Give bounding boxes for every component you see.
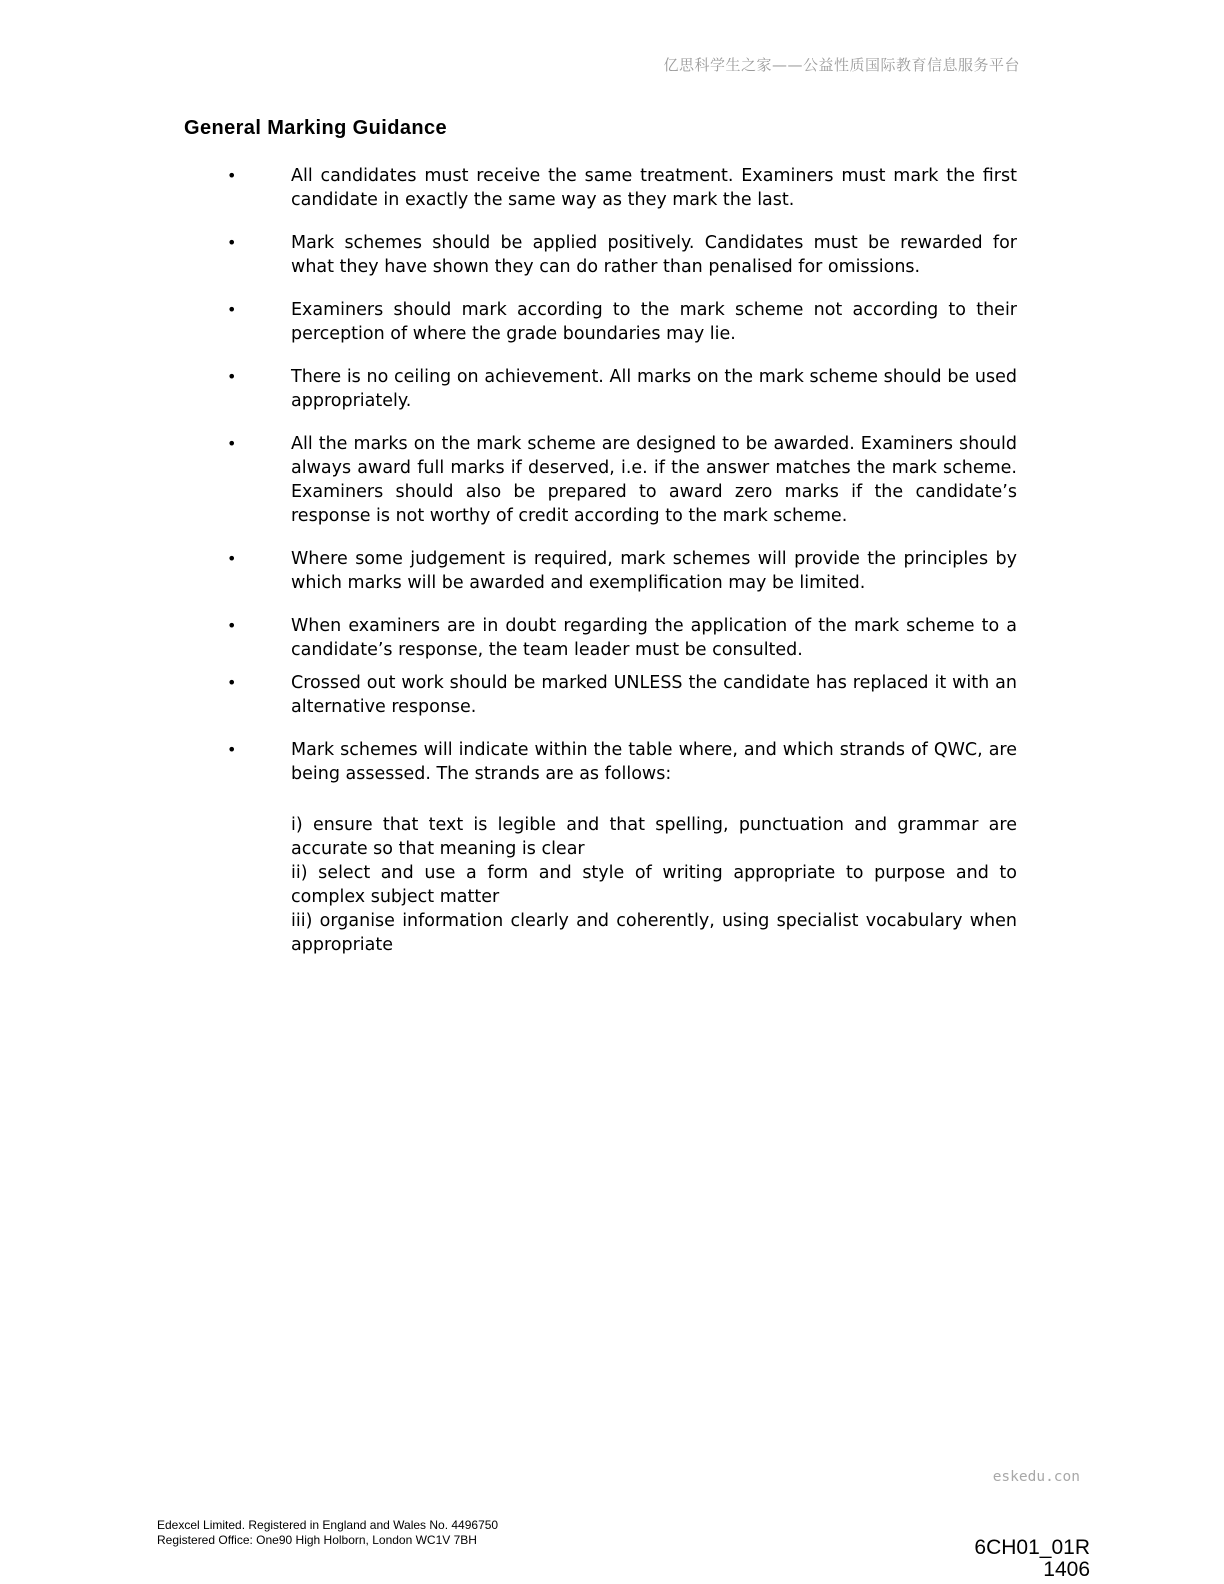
bullet-icon: • [227,434,237,453]
bullet-text: Crossed out work should be marked UNLESS the candidate has replaced it with an alternative response. [291,673,1017,717]
bullet-item [227,671,1017,719]
bullet-item [227,164,1017,212]
qwc-strand: iii) organise information clearly and coherently, using specialist vocabulary when appropriate [291,911,1017,955]
registration-line-1: Edexcel Limited. Registered in England and Wales No. 4496750 [157,1518,499,1532]
session-code: 1406 [1043,1558,1090,1581]
bullet-icon: • [227,300,237,319]
chinese-header-watermark: 亿思科学生之家——公益性质国际教育信息服务平台 [663,56,1020,74]
marking-guidance-body [227,164,1017,957]
bullet-icon: • [227,367,237,386]
bullet-text: Examiners should mark according to the mark scheme not according to their perception of where the grade boundaries may lie. [291,300,1017,344]
bullet-icon: • [227,166,237,185]
bullet-icon: • [227,740,237,759]
bullet-list [227,164,1017,786]
bullet-item [227,738,1017,786]
bullet-item [227,547,1017,595]
site-footer-watermark: eskedu.con [992,1469,1080,1485]
bullet-icon: • [227,233,237,252]
bullet-text: There is no ceiling on achievement. All marks on the mark scheme should be used appropriately. [291,367,1017,411]
qwc-strand: i) ensure that text is legible and that spelling, punctuation and grammar are accurate so that meaning is clear [291,815,1017,859]
bullet-item [227,231,1017,279]
bullet-icon: • [227,673,237,692]
bullet-text: All the marks on the mark scheme are designed to be awarded. Examiners should always award full marks if deserved, i.e. if the answer matches the mark scheme. Examiners should also be prepared to award zero marks if the candidate’s response is not worthy of credit according to the mark scheme. [291,434,1017,526]
bullet-item [227,614,1017,662]
bullet-text: When examiners are in doubt regarding the application of the mark scheme to a candidate’s response, the team leader must be consulted. [291,616,1017,660]
page-title: General Marking Guidance [184,117,448,140]
bullet-item [227,432,1017,528]
bullet-item [227,365,1017,413]
registration-footer [157,1518,498,1547]
bullet-text: Mark schemes should be applied positively. Candidates must be rewarded for what they have shown they can do rather than penalised for omissions. [291,233,1017,277]
paper-code: 6CH01_01R [974,1536,1090,1559]
qwc-strands-block [291,813,1017,957]
paper-code-block [974,1537,1090,1581]
bullet-icon: • [227,549,237,568]
bullet-icon: • [227,616,237,635]
qwc-strand: ii) select and use a form and style of writing appropriate to purpose and to complex subject matter [291,863,1017,907]
registration-line-2: Registered Office: One90 High Holborn, London WC1V 7BH [157,1532,477,1547]
bullet-text: Where some judgement is required, mark schemes will provide the principles by which marks will be awarded and exemplification may be limited. [291,549,1017,593]
bullet-item [227,298,1017,346]
bullet-text: All candidates must receive the same treatment. Examiners must mark the first candidate in exactly the same way as they mark the last. [291,166,1017,210]
bullet-text: Mark schemes will indicate within the table where, and which strands of QWC, are being assessed. The strands are as follows: [291,740,1017,784]
